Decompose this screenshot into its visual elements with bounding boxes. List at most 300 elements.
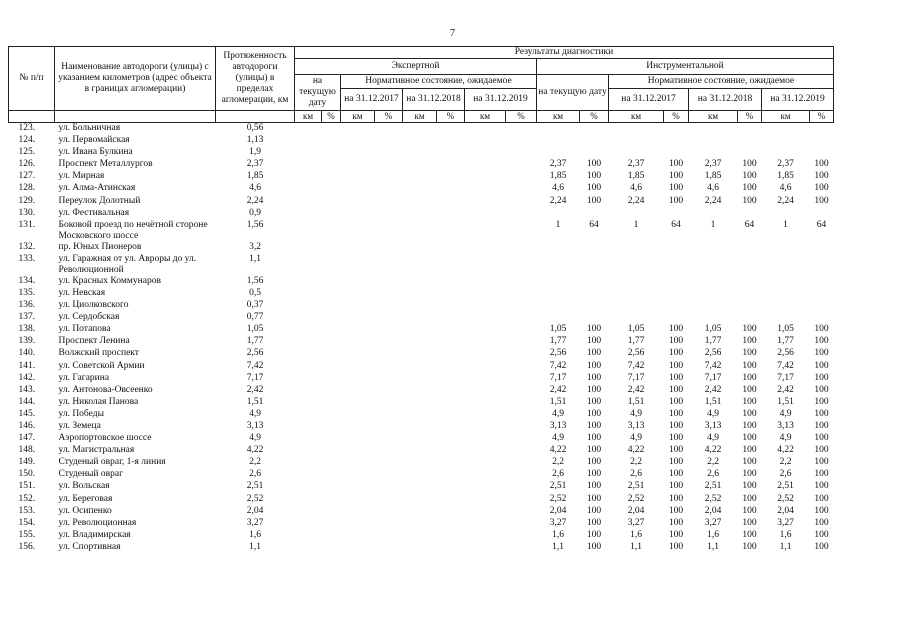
expert-cell [375, 288, 403, 300]
expert-cell [341, 220, 375, 242]
instrumental-km-2018: 2,2 [707, 457, 719, 468]
expert-cell [437, 397, 465, 409]
instrumental-current-km: 2,2 [552, 457, 564, 468]
instrumental-km-2017: 2,2 [630, 457, 642, 468]
expert-cell [465, 242, 506, 254]
road-length: 0,37 [246, 300, 264, 311]
instrumental-current-pct: 100 [586, 493, 602, 504]
instrumental-km-2018: 4,9 [707, 408, 719, 419]
unit-pct: % [506, 111, 537, 123]
row-number: 129. [18, 195, 36, 206]
expert-cell [437, 445, 465, 457]
table-row [9, 397, 834, 409]
expert-cell [465, 324, 506, 336]
table-row [9, 433, 834, 445]
expert-cell [403, 159, 437, 171]
unit-pct: % [437, 111, 465, 123]
expert-cell [341, 123, 375, 136]
road-length: 3,2 [249, 241, 261, 252]
road-name: ул. Первомайская [58, 135, 130, 146]
instrumental-pct-2019 [810, 276, 834, 288]
instrumental-km-2018: 4,6 [707, 183, 719, 194]
expert-cell [295, 445, 322, 457]
expert-cell [403, 288, 437, 300]
instrumental-pct-2017: 100 [668, 324, 684, 335]
instrumental-km-2019: 2,24 [777, 195, 794, 206]
expert-cell [437, 494, 465, 506]
instrumental-pct-2018: 100 [742, 469, 757, 480]
instrumental-current-pct: 100 [586, 529, 602, 540]
expert-cell [375, 494, 403, 506]
instrumental-current-pct: 100 [586, 396, 602, 407]
expert-cell [322, 445, 341, 457]
expert-cell [295, 123, 322, 136]
expert-cell [437, 159, 465, 171]
instrumental-pct-2019: 100 [814, 445, 829, 456]
expert-cell [341, 147, 375, 159]
instrumental-km-2019: 1,51 [777, 396, 794, 407]
unit-pct: % [738, 111, 762, 123]
expert-cell [437, 324, 465, 336]
instrumental-current-pct: 100 [586, 445, 602, 456]
instrumental-km-2017: 2,42 [627, 384, 645, 395]
instrumental-pct-2019 [810, 242, 834, 254]
expert-cell [341, 445, 375, 457]
header-current-expert: на текущую дату [295, 75, 341, 111]
expert-cell [403, 373, 437, 385]
instrumental-pct-2019: 100 [814, 195, 829, 206]
road-length: 2,52 [246, 493, 264, 504]
expert-cell [403, 542, 437, 554]
expert-cell [506, 300, 537, 312]
header-2019-expert: на 31.12.2019 [465, 89, 537, 111]
expert-cell [506, 288, 537, 300]
expert-cell [322, 159, 341, 171]
road-name: ул. Магистральная [58, 445, 135, 456]
expert-cell [375, 183, 403, 195]
instrumental-pct-2017: 100 [668, 348, 684, 359]
road-name: ул. Антонова-Овсеенко [58, 384, 153, 395]
table-body [9, 123, 834, 555]
instrumental-current-km [537, 242, 580, 254]
expert-cell [403, 433, 437, 445]
expert-cell [375, 312, 403, 324]
instrumental-current-km: 3,13 [549, 420, 567, 431]
expert-cell [465, 312, 506, 324]
expert-cell [375, 506, 403, 518]
table-row [9, 135, 834, 147]
instrumental-pct-2019 [810, 208, 834, 220]
instrumental-pct-2017: 100 [668, 171, 684, 182]
expert-cell [437, 220, 465, 242]
table-row [9, 183, 834, 195]
expert-cell [322, 276, 341, 288]
row-number: 126. [18, 159, 36, 170]
expert-cell [375, 542, 403, 554]
instrumental-pct-2017: 100 [668, 159, 684, 170]
instrumental-pct-2018 [738, 135, 762, 147]
expert-cell [322, 481, 341, 493]
instrumental-pct-2019: 100 [814, 171, 829, 182]
expert-cell [375, 530, 403, 542]
instrumental-km-2018: 4,22 [704, 445, 722, 456]
instrumental-current-km: 4,6 [552, 183, 564, 194]
instrumental-current-km: 1,51 [549, 396, 567, 407]
row-number: 131. [18, 219, 36, 230]
instrumental-km-2017 [609, 300, 664, 312]
table-row [9, 457, 834, 469]
expert-cell [437, 348, 465, 360]
instrumental-current-pct: 100 [586, 384, 602, 395]
table-row [9, 348, 834, 360]
instrumental-current-pct [580, 123, 609, 136]
instrumental-current-pct: 100 [586, 469, 602, 480]
instrumental-pct-2017: 100 [668, 505, 684, 516]
instrumental-km-2017: 4,9 [630, 433, 642, 444]
instrumental-km-2019: 1,05 [777, 324, 794, 335]
expert-cell [437, 421, 465, 433]
expert-cell [506, 242, 537, 254]
road-length: 2,37 [246, 159, 264, 170]
instrumental-current-km [537, 123, 580, 136]
expert-cell [375, 518, 403, 530]
expert-cell [322, 373, 341, 385]
row-number: 137. [18, 312, 36, 323]
expert-cell [403, 312, 437, 324]
instrumental-pct-2018: 100 [742, 336, 757, 347]
instrumental-km-2017: 2,6 [630, 469, 642, 480]
road-length: 1,56 [246, 275, 264, 286]
expert-cell [295, 433, 322, 445]
instrumental-current-pct [580, 242, 609, 254]
table-row [9, 530, 834, 542]
instrumental-pct-2017 [664, 208, 689, 220]
expert-cell [375, 135, 403, 147]
expert-cell [295, 147, 322, 159]
instrumental-pct-2018 [738, 288, 762, 300]
expert-cell [465, 530, 506, 542]
instrumental-pct-2017 [664, 123, 689, 136]
expert-cell [465, 469, 506, 481]
expert-cell [403, 348, 437, 360]
instrumental-km-2017 [609, 276, 664, 288]
instrumental-km-2019: 2,6 [779, 469, 792, 480]
instrumental-current-pct [580, 300, 609, 312]
expert-cell [437, 276, 465, 288]
expert-cell [341, 397, 375, 409]
unit-km: км [295, 111, 322, 123]
table-row [9, 469, 834, 481]
header-num-blank [9, 111, 55, 123]
instrumental-current-pct: 100 [586, 420, 602, 431]
instrumental-km-2019: 2,04 [777, 505, 794, 516]
expert-cell [506, 123, 537, 136]
instrumental-pct-2017 [664, 242, 689, 254]
expert-cell [375, 171, 403, 183]
unit-km: км [341, 111, 375, 123]
instrumental-km-2017: 4,22 [627, 445, 645, 456]
road-name: Переулок Долотный [58, 195, 141, 206]
expert-cell [322, 312, 341, 324]
header-2019-instrumental: на 31.12.2019 [762, 89, 834, 111]
expert-cell [506, 171, 537, 183]
expert-cell [506, 518, 537, 530]
expert-cell [375, 159, 403, 171]
table-row [9, 324, 834, 336]
expert-cell [465, 445, 506, 457]
expert-cell [403, 123, 437, 136]
header-results: Результаты диагностики [295, 47, 834, 59]
expert-cell [322, 530, 341, 542]
instrumental-km-2018 [689, 312, 738, 324]
instrumental-pct-2017: 100 [668, 195, 684, 206]
instrumental-pct-2017: 100 [668, 433, 684, 444]
instrumental-km-2018: 2,04 [704, 505, 722, 516]
expert-cell [403, 518, 437, 530]
expert-cell [506, 445, 537, 457]
instrumental-pct-2019 [810, 288, 834, 300]
expert-cell [341, 288, 375, 300]
instrumental-km-2018: 2,37 [704, 159, 722, 170]
expert-cell [375, 324, 403, 336]
instrumental-km-2019 [762, 135, 810, 147]
instrumental-pct-2019: 100 [814, 396, 829, 407]
instrumental-pct-2019: 100 [814, 493, 829, 504]
instrumental-km-2017: 7,17 [627, 372, 645, 383]
table-row [9, 220, 834, 242]
road-length: 7,42 [246, 360, 264, 371]
instrumental-km-2018: 7,17 [704, 372, 722, 383]
instrumental-current-pct: 100 [586, 433, 602, 444]
instrumental-current-km: 4,22 [549, 445, 567, 456]
expert-cell [322, 385, 341, 397]
table-row [9, 409, 834, 421]
expert-cell [295, 506, 322, 518]
instrumental-km-2019 [762, 300, 810, 312]
expert-cell [322, 196, 341, 208]
expert-cell [341, 542, 375, 554]
instrumental-km-2018: 2,42 [704, 384, 722, 395]
unit-km: км [762, 111, 810, 123]
instrumental-km-2017: 1,77 [627, 336, 645, 347]
expert-cell [375, 254, 403, 276]
expert-cell [437, 208, 465, 220]
expert-cell [295, 457, 322, 469]
expert-cell [341, 506, 375, 518]
expert-cell [506, 135, 537, 147]
instrumental-km-2018: 3,27 [704, 517, 722, 528]
expert-cell [295, 208, 322, 220]
instrumental-km-2018: 2,52 [704, 493, 722, 504]
header-2018-instrumental: на 31.12.2018 [689, 89, 762, 111]
instrumental-current-km: 2,24 [549, 195, 567, 206]
expert-cell [465, 208, 506, 220]
expert-cell [465, 542, 506, 554]
expert-cell [375, 409, 403, 421]
instrumental-pct-2018 [738, 254, 762, 276]
header-instrumental: Инструментальной [537, 59, 834, 75]
expert-cell [437, 336, 465, 348]
instrumental-current-km: 1,6 [552, 529, 564, 540]
instrumental-km-2017: 1,1 [630, 541, 642, 552]
expert-cell [403, 220, 437, 242]
instrumental-pct-2018: 64 [744, 219, 755, 230]
instrumental-km-2019: 4,22 [777, 445, 794, 456]
expert-cell [506, 494, 537, 506]
expert-cell [322, 183, 341, 195]
header-2017-instrumental: на 31.12.2017 [609, 89, 689, 111]
expert-cell [322, 147, 341, 159]
expert-cell [295, 530, 322, 542]
expert-cell [295, 469, 322, 481]
expert-cell [506, 348, 537, 360]
expert-cell [375, 421, 403, 433]
instrumental-km-2018 [689, 300, 738, 312]
row-number: 148. [18, 445, 36, 456]
instrumental-km-2017 [609, 147, 664, 159]
expert-cell [437, 385, 465, 397]
instrumental-km-2017 [609, 242, 664, 254]
expert-cell [437, 373, 465, 385]
expert-cell [375, 242, 403, 254]
instrumental-km-2018 [689, 147, 738, 159]
instrumental-current-pct [580, 288, 609, 300]
road-name: ул. Фестивальная [58, 207, 130, 218]
expert-cell [506, 361, 537, 373]
expert-cell [506, 147, 537, 159]
expert-cell [375, 196, 403, 208]
instrumental-pct-2018 [738, 242, 762, 254]
instrumental-pct-2017: 100 [668, 408, 684, 419]
instrumental-current-pct: 100 [586, 360, 602, 371]
expert-cell [403, 494, 437, 506]
expert-cell [506, 542, 537, 554]
instrumental-pct-2019 [810, 135, 834, 147]
instrumental-pct-2019: 100 [814, 324, 829, 335]
instrumental-km-2017 [609, 312, 664, 324]
road-length: 1,9 [249, 147, 261, 158]
instrumental-pct-2019: 100 [814, 420, 829, 431]
expert-cell [295, 361, 322, 373]
instrumental-pct-2019: 100 [814, 408, 829, 419]
instrumental-pct-2019: 100 [814, 505, 829, 516]
road-name: ул. Циолковского [58, 300, 129, 311]
row-number: 147. [18, 433, 36, 444]
expert-cell [322, 494, 341, 506]
road-length: 1,77 [246, 336, 264, 347]
expert-cell [437, 171, 465, 183]
road-name: ул. Спортивная [58, 541, 121, 552]
road-name: ул. Гагарина [58, 372, 110, 383]
row-number: 153. [18, 505, 36, 516]
instrumental-current-km: 2,51 [549, 481, 567, 492]
road-name: Студеный овраг, 1-я линия [58, 457, 166, 468]
expert-cell [375, 147, 403, 159]
instrumental-current-km: 1,05 [549, 324, 567, 335]
expert-cell [322, 506, 341, 518]
expert-cell [295, 196, 322, 208]
expert-cell [437, 433, 465, 445]
expert-cell [295, 300, 322, 312]
unit-pct: % [322, 111, 341, 123]
expert-cell [437, 481, 465, 493]
instrumental-pct-2018 [738, 300, 762, 312]
expert-cell [322, 433, 341, 445]
expert-cell [375, 445, 403, 457]
road-name: ул. Алма-Атинская [58, 183, 136, 194]
instrumental-current-km [537, 147, 580, 159]
expert-cell [322, 469, 341, 481]
instrumental-current-km: 2,42 [549, 384, 567, 395]
expert-cell [341, 300, 375, 312]
table-row [9, 421, 834, 433]
instrumental-pct-2019: 100 [814, 541, 829, 552]
header-num: № п/п [9, 47, 55, 111]
instrumental-pct-2018: 100 [742, 505, 757, 516]
instrumental-km-2018: 1,85 [704, 171, 722, 182]
road-name: ул. Невская [58, 287, 106, 298]
instrumental-current-km [537, 135, 580, 147]
instrumental-km-2018 [689, 242, 738, 254]
instrumental-km-2019: 1,77 [777, 336, 794, 347]
instrumental-current-pct: 64 [589, 219, 599, 230]
instrumental-km-2018: 3,13 [704, 420, 722, 431]
instrumental-km-2017 [609, 123, 664, 136]
instrumental-km-2019 [762, 254, 810, 276]
row-number: 155. [18, 529, 36, 540]
instrumental-current-pct [580, 135, 609, 147]
road-length: 4,9 [249, 433, 261, 444]
table-row [9, 123, 834, 136]
instrumental-km-2017 [609, 254, 664, 276]
expert-cell [465, 300, 506, 312]
expert-cell [437, 469, 465, 481]
expert-cell [341, 159, 375, 171]
instrumental-km-2018: 2,24 [704, 195, 722, 206]
expert-cell [465, 397, 506, 409]
road-length: 0,77 [246, 312, 264, 323]
road-length: 0,9 [249, 207, 261, 218]
instrumental-pct-2017: 100 [668, 529, 684, 540]
instrumental-current-km [537, 300, 580, 312]
expert-cell [465, 220, 506, 242]
instrumental-km-2018: 2,51 [704, 481, 722, 492]
instrumental-pct-2018 [738, 147, 762, 159]
instrumental-km-2017: 1,05 [627, 324, 645, 335]
instrumental-pct-2017: 100 [668, 372, 684, 383]
road-name: ул. Ивана Булкина [58, 147, 133, 158]
unit-km: км [609, 111, 664, 123]
row-number: 125. [18, 147, 36, 158]
table-row [9, 300, 834, 312]
expert-cell [295, 183, 322, 195]
expert-cell [506, 196, 537, 208]
expert-cell [341, 373, 375, 385]
expert-cell [506, 159, 537, 171]
instrumental-km-2017: 2,24 [627, 195, 645, 206]
instrumental-current-pct [580, 276, 609, 288]
instrumental-pct-2017: 100 [668, 336, 684, 347]
instrumental-km-2019: 7,42 [777, 360, 794, 371]
instrumental-current-pct: 100 [586, 481, 602, 492]
road-length: 0,5 [249, 287, 261, 298]
table-row [9, 312, 834, 324]
instrumental-current-km: 1,85 [549, 171, 567, 182]
expert-cell [341, 421, 375, 433]
instrumental-pct-2018: 100 [742, 445, 757, 456]
expert-cell [437, 409, 465, 421]
expert-cell [295, 276, 322, 288]
